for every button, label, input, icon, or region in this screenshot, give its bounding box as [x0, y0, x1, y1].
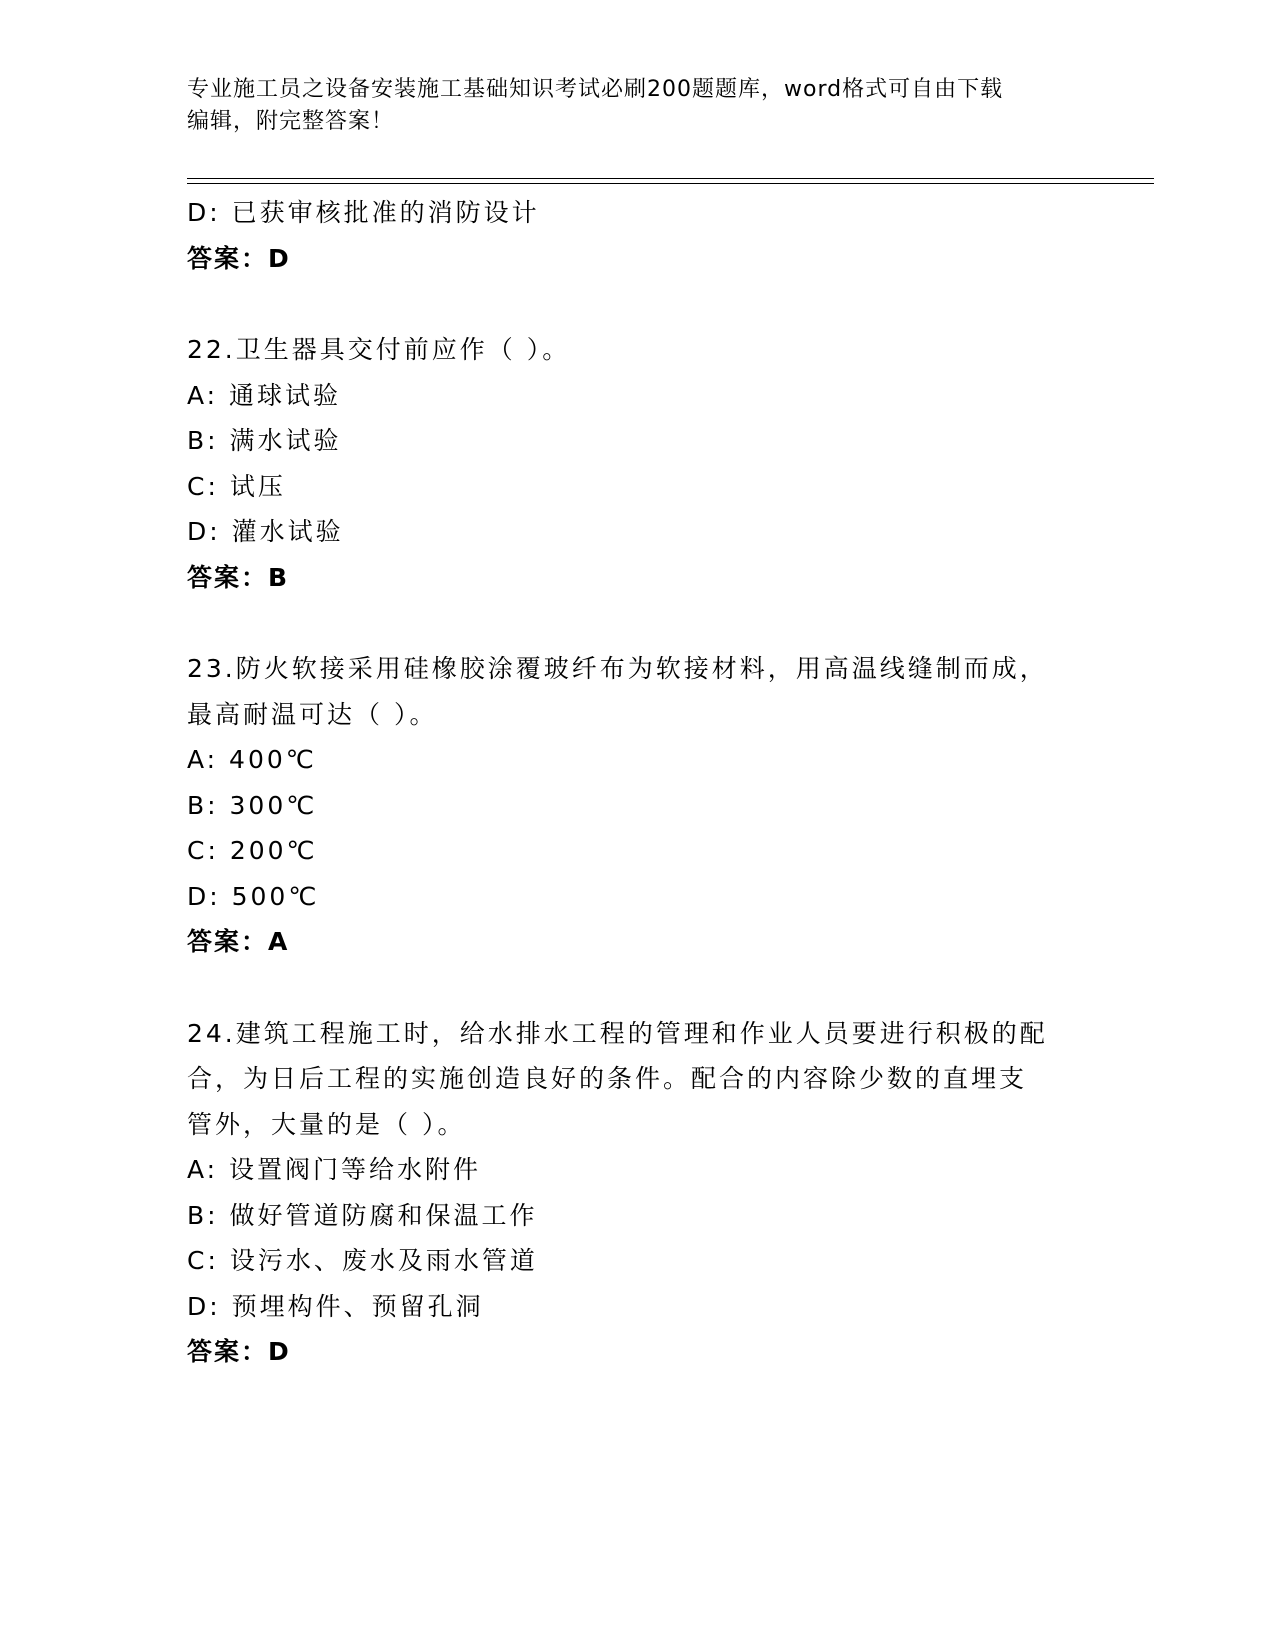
option-a: A: 通球试验 — [187, 380, 342, 410]
question-stem: 23.防火软接采用硅橡胶涂覆玻纤布为软接材料，用高温线缝制而成， — [187, 654, 1048, 683]
spacer — [187, 965, 1087, 1011]
document-header — [187, 74, 1087, 138]
option-c: C: 200℃ — [187, 836, 318, 865]
question-stem: 22.卫生器具交付前应作（ ）。 — [187, 335, 571, 364]
question-stem: 24.建筑工程施工时，给水排水工程的管理和作业人员要进行积极的配 — [187, 1018, 1048, 1048]
option-c: C: 设污水、废水及雨水管道 — [187, 1246, 538, 1275]
answer-line: 答案：A — [187, 927, 290, 956]
answer-line: 答案：D — [187, 243, 291, 273]
option-d: D: 500℃ — [187, 881, 320, 911]
question-24 — [187, 1011, 1087, 1375]
spacer — [187, 600, 1087, 646]
spacer — [187, 281, 1087, 327]
option-a: A: 设置阀门等给水附件 — [187, 1155, 482, 1184]
question-stem: 管外，大量的是（ ）。 — [187, 1109, 466, 1139]
previous-question-tail — [187, 190, 1087, 281]
option-b: B: 满水试验 — [187, 426, 342, 455]
question-stem: 合，为日后工程的实施创造良好的条件。配合的内容除少数的直埋支 — [187, 1064, 1028, 1093]
option-d: D: 已获审核批准的消防设计 — [187, 198, 540, 227]
header-line-1: 专业施工员之设备安装施工基础知识考试必刷200题题库，word格式可自由下载 — [187, 77, 1004, 102]
option-b: B: 300℃ — [187, 790, 318, 820]
question-stem: 最高耐温可达（ ）。 — [187, 699, 438, 729]
option-d: D: 灌水试验 — [187, 517, 344, 546]
header-rule-top — [187, 178, 1154, 179]
option-b: B: 做好管道防腐和保温工作 — [187, 1200, 538, 1230]
question-22 — [187, 327, 1087, 600]
header-rule-bottom — [187, 183, 1154, 184]
header-line-2: 编辑，附完整答案！ — [187, 109, 395, 134]
answer-line: 答案：B — [187, 562, 290, 592]
option-d: D: 预埋构件、预留孔洞 — [187, 1291, 484, 1321]
document-body — [187, 190, 1087, 1375]
option-c: C: 试压 — [187, 471, 286, 501]
question-23 — [187, 646, 1087, 965]
option-a: A: 400℃ — [187, 745, 317, 774]
answer-line: 答案：D — [187, 1337, 291, 1366]
